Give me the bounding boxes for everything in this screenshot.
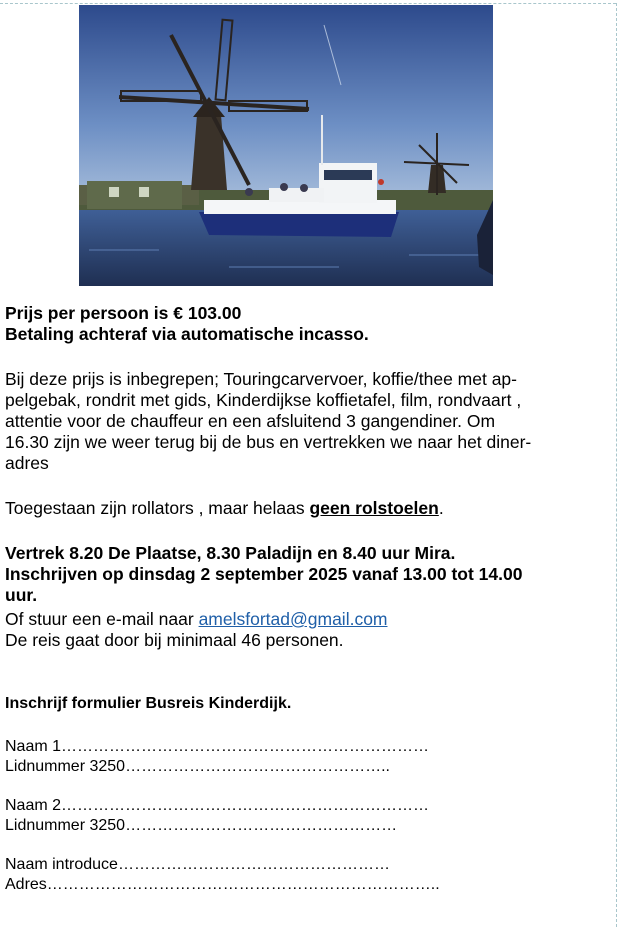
member-number-2-field: Lidnummer 3250…………………………………………… [5, 817, 398, 834]
guest-name-field: Naam introduce…………………………………………… [5, 856, 390, 873]
member-number-1-field: Lidnummer 3250………………………………………….. [5, 758, 390, 775]
accessibility-prefix: Toegestaan zijn rollators , maar helaas [5, 498, 310, 518]
price-line: Prijs per persoon is € 103.00 [5, 303, 242, 323]
name-2-field: Naam 2…………………………………………………………… [5, 797, 430, 814]
page-border-right [616, 3, 617, 927]
included-line-3: attentie voor de chauffeur en een afsluitend 3 gangendiner. Om [5, 411, 496, 431]
included-line-1: Bij deze prijs is inbegrepen; Touringcarvervoer, koffie/thee met ap- [5, 369, 517, 389]
accessibility-suffix: . [438, 498, 444, 518]
address-field: Adres……………………………………………………………….. [5, 876, 440, 893]
included-line-4: 16.30 zijn we weer terug bij de bus en vertrekken we naar het diner- [5, 432, 532, 452]
included-line-2: pelgebak, rondrit met gids, Kinderdijkse koffietafel, film, rondvaart , [5, 390, 522, 410]
name-1-field: Naam 1…………………………………………………………… [5, 738, 430, 755]
windmill-boat-photo [79, 5, 493, 286]
email-line [5, 609, 605, 630]
minimum-line: De reis gaat door bij minimaal 46 personen. [5, 630, 344, 650]
registration-line: Inschrijven op dinsdag 2 september 2025 vanaf 13.00 tot 14.00 [5, 564, 523, 584]
payment-line: Betaling achteraf via automatische incasso. [5, 324, 369, 344]
no-wheelchairs-emphasis: geen rolstoelen [309, 498, 439, 518]
departure-line: Vertrek 8.20 De Plaatse, 8.30 Paladijn en 8.40 uur Mira. [5, 543, 456, 563]
included-line-5: adres [5, 453, 49, 473]
registration-line-end: uur. [5, 585, 38, 605]
form-title: Inschrijf formulier Busreis Kinderdijk. [5, 695, 292, 712]
email-prefix: Of stuur een e-mail naar [5, 609, 199, 629]
email-link[interactable]: amelsfortad@gmail.com [198, 609, 388, 629]
page-border-top [0, 3, 616, 4]
accessibility-line [5, 498, 605, 519]
